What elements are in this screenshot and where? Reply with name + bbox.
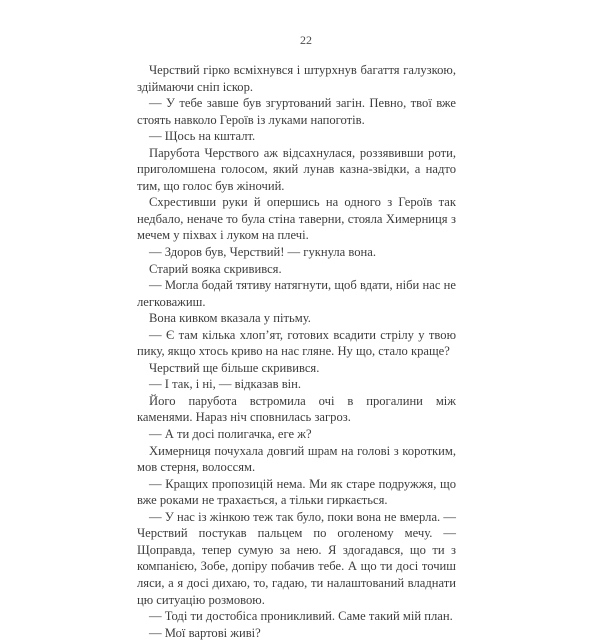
paragraph: — Могла бодай тятиву натягнути, щоб вдати, ніби нас не легковажиш. — [137, 278, 456, 309]
paragraph: Схрестивши руки й опершись на одного з Героїв так недбало, неначе то була стіна таверни, стояла Химерниця з мечем у піхвах і луком на плечі. — [137, 195, 456, 243]
paragraph: Вона кивком вказала у пітьму. — [149, 311, 311, 326]
paragraph: — І так, і ні, — відказав він. — [149, 377, 302, 392]
paragraph: — Щось на кшталт. — [149, 129, 256, 144]
paragraph: Старий вояка скривився. — [149, 261, 282, 276]
paragraph: Черствий гірко всміхнувся і штурхнув багаття галузкою, здіймаючи сніп іскор. — [137, 63, 456, 94]
paragraph: — Є там кілька хлоп’ят, готових всадити стрілу у твою пику, якщо хтось криво на нас гляне. Ну що, стало краще? — [137, 327, 456, 359]
paragraph: — У тебе завше був згуртований загін. Певно, твої вже стоять навколо Героїв із луками напоготів. — [137, 96, 456, 127]
paragraph: — Здоров був, Черствий! — гукнула вона. — [149, 245, 376, 260]
paragraph: — У нас із жінкою теж так було, поки вона не вмерла. — Черствий постукав пальцем по оголеному мечу. — Щоправда, тепер сумую за нею. Я здогадався, що ти з компанією, Зобе, допіру побачив тебе. А що ти досі точиш ляси, а я досі дихаю, то, гадаю, ти налаштований владнати цю ситуацію розмовою. — [137, 509, 456, 607]
paragraph: Його парубота встромила очі в прогалини між каменями. Нараз ніч сповнилась загроз. — [137, 393, 456, 425]
paragraph: — А ти досі полигачка, еге ж? — [149, 427, 312, 442]
paragraph: — Кращих пропозицій нема. Ми як старе подружжя, що вже роками не трахається, а тільки гиркається. — [137, 476, 456, 508]
paragraph: — Тоді ти достобіса проникливий. Саме такий мій план. — [149, 609, 453, 624]
body-text — [137, 62, 456, 641]
paragraph: — Мої вартові живі? — [149, 625, 261, 640]
paragraph: Черствий ще більше скривився. — [149, 360, 320, 375]
page-number: 22 — [300, 33, 312, 47]
paragraph: Парубота Черствого аж відсахнулася, роззявивши роти, приголомшена голосом, який лунав казна-звідки, а надто тим, що голос був жіночий. — [137, 145, 456, 193]
paragraph: Химерниця почухала довгий шрам на голові з коротким, мов стерня, волоссям. — [137, 443, 456, 475]
